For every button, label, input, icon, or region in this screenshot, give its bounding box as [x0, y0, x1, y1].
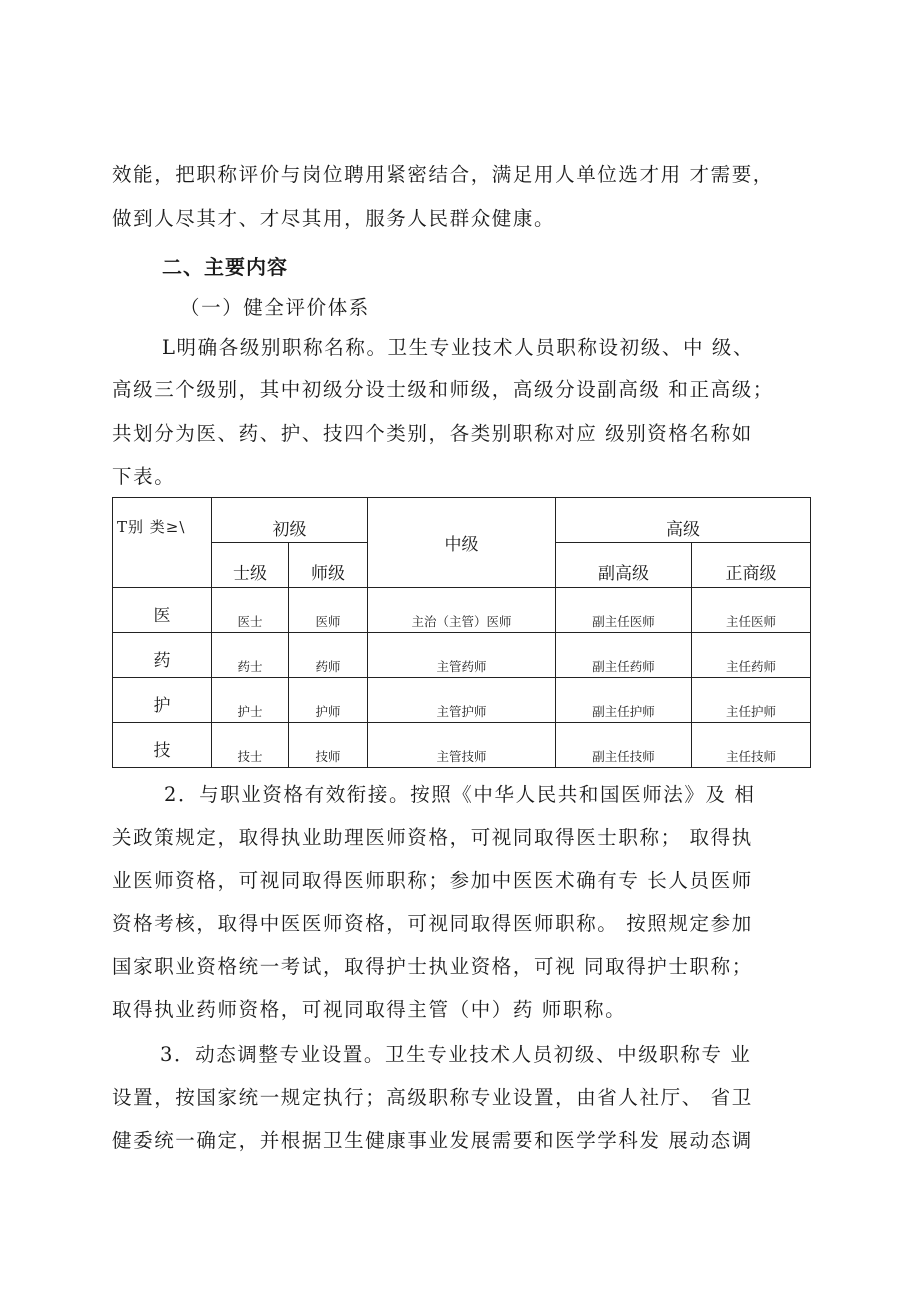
item1-line: 下表。	[112, 465, 176, 488]
cell-vice-senior: 副主任药师	[556, 633, 692, 678]
table-corner-label: T别 类≥\	[117, 518, 186, 536]
header-vice-senior: 副高级	[556, 543, 692, 588]
table-row	[113, 723, 811, 768]
cell-shi-teacher: 医师	[289, 588, 368, 633]
subsection-heading: （一）健全评价体系	[180, 296, 370, 319]
item2-line: 关政策规定，取得执业助理医师资格，可视同取得医士职称； 取得执	[112, 826, 753, 849]
item2-line: 2．与职业资格有效衔接。按照《中华人民共和国医师法》及 相	[164, 783, 756, 806]
cell-intermediate: 主管护师	[368, 678, 556, 723]
cell-full-senior: 主任药师	[692, 633, 811, 678]
cell-vice-senior: 副主任医师	[556, 588, 692, 633]
cell-shi-teacher: 护师	[289, 678, 368, 723]
cell-full-senior: 主任医师	[692, 588, 811, 633]
paragraph-line: 效能，把职称评价与岗位聘用紧密结合，满足用人单位选才用 才需要，	[112, 163, 774, 186]
item3-line: 3．动态调整专业设置。卫生专业技术人员初级、中级职称专 业	[160, 1043, 752, 1066]
cell-intermediate: 主管药师	[368, 633, 556, 678]
row-category: 医	[113, 588, 212, 633]
table-row	[113, 678, 811, 723]
cell-shi: 技士	[212, 723, 289, 768]
cell-shi: 护士	[212, 678, 289, 723]
header-shi: 士级	[212, 543, 289, 588]
cell-shi: 药士	[212, 633, 289, 678]
item1-line: 高级三个级别，其中初级分设士级和师级，高级分设副高级 和正高级；	[112, 378, 774, 401]
header-junior: 初级	[212, 498, 368, 543]
title-level-table	[112, 497, 811, 768]
item1-line: L明确各级别职称名称。卫生专业技术人员职称设初级、中 级、	[162, 336, 755, 359]
cell-vice-senior: 副主任护师	[556, 678, 692, 723]
item2-line: 业医师资格，可视同取得医师职称；参加中医医术确有专 长人员医师	[112, 869, 753, 892]
header-intermediate: 中级	[368, 498, 556, 588]
paragraph-line: 做到人尽其才、才尽其用，服务人民群众健康。	[112, 207, 556, 230]
cell-intermediate: 主管技师	[368, 723, 556, 768]
item2-line: 资格考核，取得中医医师资格，可视同取得医师职称。 按照规定参加	[112, 912, 753, 935]
header-senior: 高级	[556, 498, 811, 543]
cell-full-senior: 主任技师	[692, 723, 811, 768]
cell-intermediate: 主治（主管）医师	[368, 588, 556, 633]
cell-vice-senior: 副主任技师	[556, 723, 692, 768]
table-corner-cell	[113, 498, 212, 588]
row-category: 技	[113, 723, 212, 768]
item2-line: 取得执业药师资格，可视同取得主管（中）药 师职称。	[112, 998, 627, 1021]
section-heading: 二、主要内容	[162, 255, 288, 279]
item1-line: 共划分为医、药、护、技四个类别，各类别职称对应 级别资格名称如	[112, 422, 753, 445]
table-row	[113, 633, 811, 678]
table-row	[113, 588, 811, 633]
cell-shi-teacher: 技师	[289, 723, 368, 768]
item2-line: 国家职业资格统一考试，取得护士执业资格，可视 同取得护士职称；	[112, 955, 753, 978]
row-category: 护	[113, 678, 212, 723]
cell-shi: 医士	[212, 588, 289, 633]
cell-shi-teacher: 药师	[289, 633, 368, 678]
item3-line: 设置，按国家统一规定执行；高级职称专业设置，由省人社厅、 省卫	[112, 1086, 753, 1109]
item3-line: 健委统一确定，并根据卫生健康事业发展需要和医学学科发 展动态调	[112, 1129, 753, 1152]
row-category: 药	[113, 633, 212, 678]
cell-full-senior: 主任护师	[692, 678, 811, 723]
header-shi-teacher: 师级	[289, 543, 368, 588]
header-full-senior: 正商级	[692, 543, 811, 588]
